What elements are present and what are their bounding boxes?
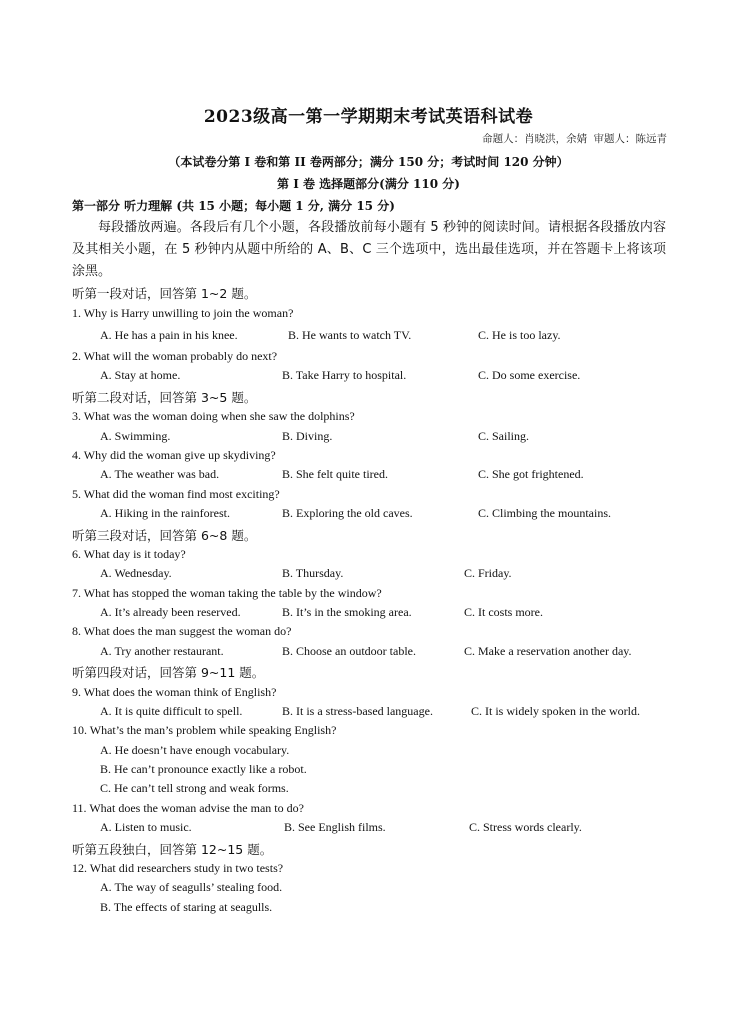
- segment-5-heading: 听第五段独白，回答第 12~15 题。: [72, 842, 273, 857]
- q6-option-a: A. Wednesday.: [100, 566, 172, 580]
- q3-option-c: C. Sailing.: [478, 429, 530, 443]
- question-4: 4. Why did the woman give up skydiving?: [72, 448, 276, 462]
- q3-option-a: A. Swimming.: [100, 429, 171, 443]
- q4-option-b: B. She felt quite tired.: [282, 467, 388, 481]
- question-8: 8. What does the man suggest the woman do?: [72, 624, 292, 638]
- segment-3-heading: 听第三段对话，回答第 6~8 题。: [72, 528, 257, 543]
- question-9: 9. What does the woman think of English?: [72, 685, 277, 699]
- q1-option-b: B. He wants to watch TV.: [288, 328, 412, 342]
- q3-option-b: B. Diving.: [282, 429, 333, 443]
- authors-line: 命题人：肖晓洪，余婧 审题人：陈远青: [482, 133, 667, 145]
- q5-option-c: C. Climbing the mountains.: [478, 506, 612, 520]
- instructions-paragraph: 每段播放两遍。各段后有几个小题，各段播放前每小题有 5 秒钟的阅读时间。请根据各段播放内容及其相关小题，在 5 秒钟内从题中所给的 A、B、C 三个选项中，选出最佳选项，并在答题卡上将该项涂黑。: [72, 220, 666, 279]
- question-10: 10. What’s the man’s problem while speaking English?: [72, 723, 337, 737]
- q6-option-c: C. Friday.: [464, 566, 512, 580]
- q9-option-c: C. It is widely spoken in the world.: [471, 704, 640, 718]
- exam-info: （本试卷分第 I 卷和第 II 卷两部分；满分 150 分；考试时间 120 分钟）: [168, 155, 569, 169]
- q4-option-c: C. She got frightened.: [478, 467, 584, 481]
- q4-option-a: A. The weather was bad.: [100, 467, 220, 481]
- section-heading: 第一部分 听力理解 (共 15 小题；每小题 1 分, 满分 15 分): [72, 199, 395, 213]
- q10-option-b: B. He can’t pronounce exactly like a robot.: [100, 762, 307, 776]
- question-5: 5. What did the woman find most exciting?: [72, 487, 280, 501]
- q11-option-c: C. Stress words clearly.: [469, 820, 582, 834]
- q8-option-a: A. Try another restaurant.: [100, 644, 224, 658]
- q5-option-b: B. Exploring the old caves.: [282, 506, 413, 520]
- q7-option-a: A. It’s already been reserved.: [100, 605, 241, 619]
- volume-heading: 第 I 卷 选择题部分(满分 110 分): [277, 177, 460, 191]
- q11-option-a: A. Listen to music.: [100, 820, 192, 834]
- question-11: 11. What does the woman advise the man to do?: [72, 801, 304, 815]
- question-2: 2. What will the woman probably do next?: [72, 349, 278, 363]
- question-12: 12. What did researchers study in two tests?: [72, 861, 284, 875]
- question-3: 3. What was the woman doing when she saw the dolphins?: [72, 409, 355, 423]
- q5-option-a: A. Hiking in the rainforest.: [100, 506, 230, 520]
- segment-4-heading: 听第四段对话，回答第 9~11 题。: [72, 665, 265, 680]
- q8-option-b: B. Choose an outdoor table.: [282, 644, 416, 658]
- question-6: 6. What day is it today?: [72, 547, 186, 561]
- exam-title: 2023级高一第一学期期末考试英语科试卷: [203, 107, 534, 127]
- q12-option-b: B. The effects of staring at seagulls.: [100, 900, 273, 914]
- q11-option-b: B. See English films.: [284, 820, 386, 834]
- q7-option-b: B. It’s in the smoking area.: [282, 605, 412, 619]
- q2-option-b: B. Take Harry to hospital.: [282, 368, 407, 382]
- q1-option-c: C. He is too lazy.: [478, 328, 561, 342]
- q7-option-c: C. It costs more.: [464, 605, 543, 619]
- q2-option-a: A. Stay at home.: [100, 368, 181, 382]
- q6-option-b: B. Thursday.: [282, 566, 344, 580]
- q1-option-a: A. He has a pain in his knee.: [100, 328, 238, 342]
- q9-option-a: A. It is quite difficult to spell.: [100, 704, 243, 718]
- question-7: 7. What has stopped the woman taking the table by the window?: [72, 586, 382, 600]
- q10-option-a: A. He doesn’t have enough vocabulary.: [100, 743, 290, 757]
- q12-option-a: A. The way of seagulls’ stealing food.: [100, 880, 283, 894]
- segment-1-heading: 听第一段对话，回答第 1~2 题。: [72, 286, 257, 301]
- question-1: 1. Why is Harry unwilling to join the woman?: [72, 306, 294, 320]
- segment-2-heading: 听第二段对话，回答第 3~5 题。: [72, 390, 257, 405]
- q2-option-c: C. Do some exercise.: [478, 368, 581, 382]
- q8-option-c: C. Make a reservation another day.: [464, 644, 632, 658]
- q9-option-b: B. It is a stress-based language.: [282, 704, 433, 718]
- q10-option-c: C. He can’t tell strong and weak forms.: [100, 781, 289, 795]
